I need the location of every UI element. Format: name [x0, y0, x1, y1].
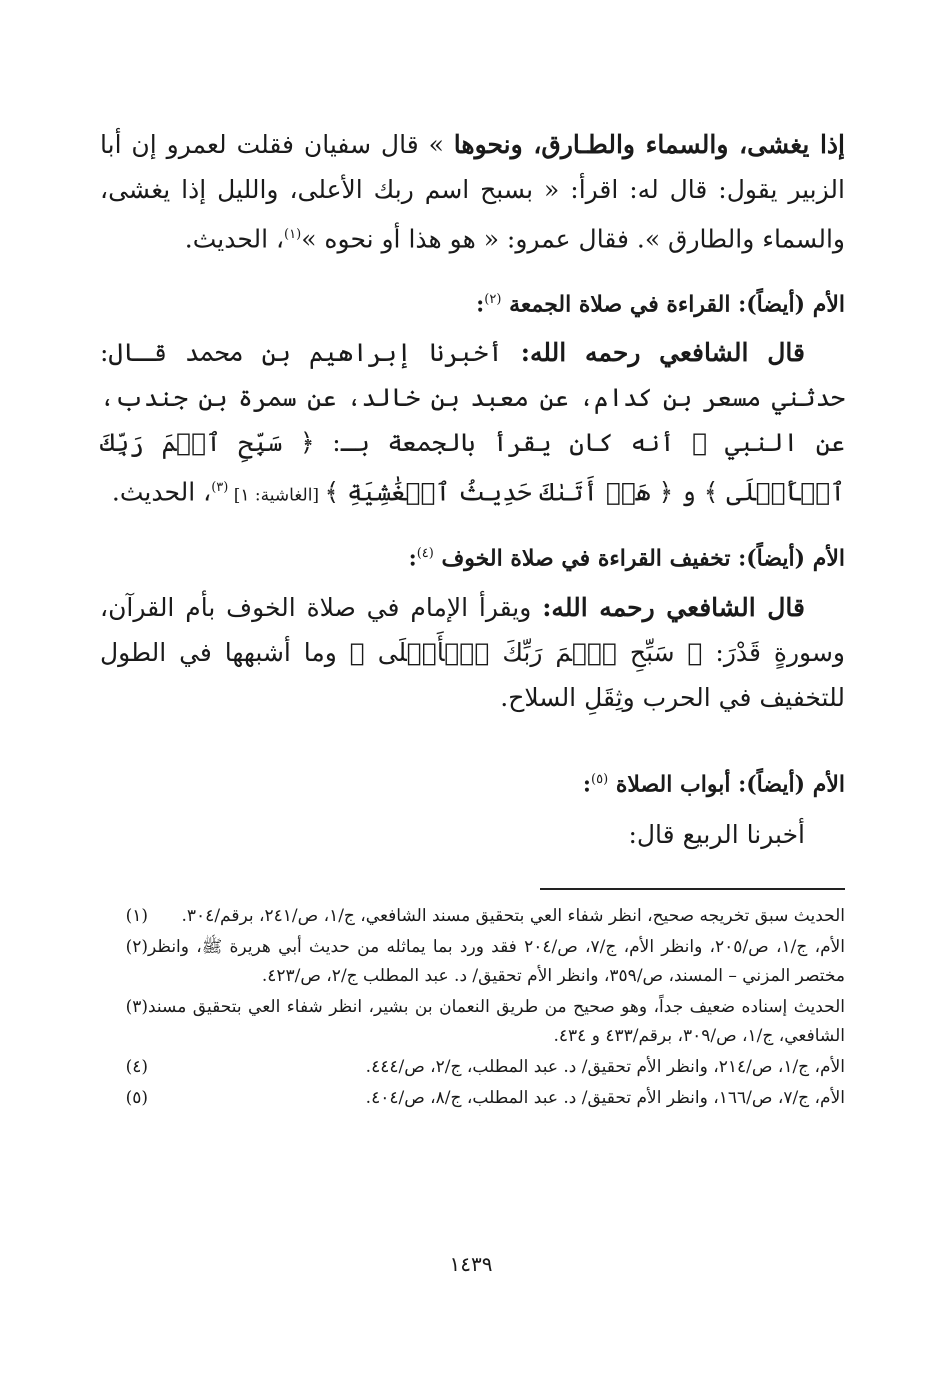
heading-3-colon: : — [582, 771, 591, 798]
footnote-text: الأم، ج/١، ص/٢١٤، وانظر الأم تحقيق/ د. عبد المطلب، ج/٢، ص/٤٤٤. — [365, 1057, 845, 1077]
footnote-number: (٣) — [125, 997, 148, 1017]
footnote-ref-4: (٤) — [416, 546, 434, 561]
paragraph-4 — [100, 812, 845, 857]
paragraph-2-text: أخبرنا إبراهيم بن محمد قـال: حدثني مسعر بن كدام، عن معبد بن خالد، عن سمرة بن جندب، عن النبي ﷺ أنه كان يقرأ بالجمعة بـ: — [100, 338, 845, 457]
paragraph-1-ending: ، الحديث. — [184, 224, 285, 254]
footnotes — [100, 902, 845, 1115]
quran-verse-2: ﴿ هَلۡ أَتَىٰكَ حَدِيثُ ٱلۡغَٰشِيَةِ ﴾ — [324, 477, 674, 507]
heading-3-text: الأم (أيضاً): أبواب الصلاة — [615, 771, 845, 798]
footnote-number: (٢) — [125, 937, 148, 957]
conjunction: و — [673, 477, 704, 507]
section-heading-1 — [100, 282, 845, 322]
section-heading-3 — [100, 762, 845, 802]
paragraph-3-text-2: وما أشبهها في الطول للتخفيف في الحرب وثِقَلِ السلاح. — [100, 638, 845, 712]
footnote-number: (٥) — [125, 1088, 148, 1108]
surah-reference: [الغاشية: ١] — [228, 485, 325, 506]
paragraph-1-text: » قال سفيان فقلت لعمرو إن أبا الزبير يقول: قال له: اقرأ: « بسبح اسم ربك الأعلى، والليل إذا يغشى، والسماء والطارق ». فقال عمرو: « هو هذا أو نحوه » — [100, 130, 845, 254]
quran-verse-1: ﴿ سَبِّحِ ٱسۡمَ رَبِّكَ ٱلۡأَعۡلَى ﴾ — [100, 428, 845, 507]
footnote-text: الأم، ج/١، ص/٢٠٥، وانظر الأم، ج/٧، ص/٢٠٤ فقد ورد بما يماثله من حديث أبي هريرة ﷺ، وانظر مختصر المزني – المسند، ص/٣٥٩، وانظر الأم تحقيق/ د. عبد المطلب ج/٢، ص/٤٢٣. — [148, 937, 846, 986]
footnote-item — [100, 993, 845, 1051]
footnote-ref-3: (٣) — [211, 480, 229, 495]
footnote-item — [100, 902, 845, 931]
page-number: ١٤٣٩ — [449, 1252, 493, 1276]
footnote-text: الحديث سبق تخريجه صحيح، انظر شفاء العي بتحقيق مسند الشافعي، ج/١، ص/٢٤١، برقم/٣٠٤. — [181, 906, 845, 926]
paragraph-3-intro: قال الشافعي رحمه الله: — [542, 593, 806, 622]
footnote-text: الحديث إسناده ضعيف جداً، وهو صحيح من طريق النعمان بن بشير، انظر شفاء العي بتحقيق مسند الشافعي، ج/١، ص/٣٠٩، برقم/٤٣٣ و ٤٣٤. — [148, 997, 845, 1046]
footnote-number: (١) — [125, 906, 148, 926]
footnote-item — [100, 1053, 845, 1082]
footnote-text: الأم، ج/٧، ص/١٦٦، وانظر الأم تحقيق/ د. عبد المطلب، ج/٨، ص/٤٠٤. — [365, 1088, 845, 1108]
heading-1-colon: : — [476, 291, 485, 318]
heading-2-text: الأم (أيضاً): تخفيف القراءة في صلاة الخوف — [441, 545, 845, 572]
paragraph-1-bold: إذا يغشى، والسماء والطـارق، ونحوها — [453, 130, 846, 159]
quran-verse-3: ﴿ سَبِّحِ ٱسۡمَ رَبِّكَ ٱلۡأَعۡلَى ﴾ — [349, 638, 703, 667]
paragraph-2 — [100, 330, 845, 518]
paragraph-2-ending: ، الحديث. — [111, 477, 212, 507]
footnote-ref-5: (٥) — [591, 772, 609, 787]
footnote-number: (٤) — [125, 1057, 148, 1077]
section-heading-2 — [100, 536, 845, 576]
footnote-item — [100, 933, 845, 991]
heading-1-text: الأم (أيضاً): القراءة في صلاة الجمعة — [509, 291, 845, 318]
footnote-item — [100, 1084, 845, 1113]
heading-2-colon: : — [408, 545, 417, 572]
paragraph-2-intro: قال الشافعي رحمه الله: — [520, 338, 805, 367]
footnote-ref-2: (٢) — [484, 292, 502, 307]
footnote-separator — [540, 888, 845, 890]
paragraph-4-text: أخبرنا الربيع قال: — [628, 820, 805, 849]
paragraph-3 — [100, 585, 845, 720]
footnote-ref-1: (١) — [284, 227, 302, 242]
paragraph-1 — [100, 122, 845, 261]
paragraph-3-text-1: ويقرأ الإمام في صلاة الخوف بأم القرآن، وسورةٍ قَدْرَ: — [100, 593, 845, 667]
